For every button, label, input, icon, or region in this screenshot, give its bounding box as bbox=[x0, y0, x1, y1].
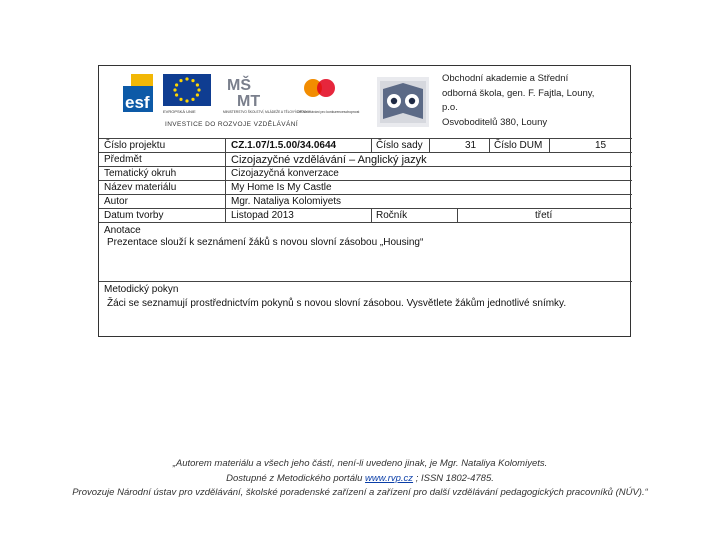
value: CZ.1.07/1.5.00/34.0644 bbox=[231, 140, 337, 151]
sponsor-logos bbox=[121, 72, 360, 114]
row-predmet bbox=[99, 152, 632, 166]
school-logo bbox=[377, 77, 429, 127]
metodicky-pokyn-title: Metodický pokyn bbox=[104, 284, 179, 295]
row-autor bbox=[99, 194, 632, 208]
row-datum-tvorby bbox=[99, 208, 632, 222]
label: Předmět bbox=[104, 154, 142, 165]
label: Autor bbox=[104, 196, 128, 207]
school-line: p.o. bbox=[442, 102, 458, 113]
svg-text:MT: MT bbox=[237, 93, 261, 110]
school-line: odborná škola, gen. F. Fajtla, Louny, bbox=[442, 87, 595, 99]
value: třetí bbox=[535, 210, 553, 221]
row-nazev-materialu bbox=[99, 180, 632, 194]
label: Číslo DUM bbox=[494, 140, 543, 151]
value: Cizojazyčná konverzace bbox=[231, 168, 339, 179]
msmt-logo bbox=[223, 75, 308, 114]
anotace-text: Prezentace slouží k seznámení žáků s novou slovní zásobou „Housing“ bbox=[107, 237, 424, 248]
row-cislo-projektu bbox=[99, 138, 632, 152]
label: Tematický okruh bbox=[104, 168, 177, 179]
school-line: Osvoboditelů 380, Louny bbox=[442, 116, 548, 128]
school-address bbox=[442, 72, 594, 130]
metodicky-pokyn-section bbox=[99, 281, 632, 338]
anotace-section bbox=[99, 222, 632, 282]
info-rows bbox=[99, 138, 632, 222]
school-line: Obchodní akademie a Střední bbox=[442, 73, 569, 84]
value: Listopad 2013 bbox=[231, 210, 294, 221]
row-tematicky-okruh bbox=[99, 166, 632, 180]
esf-text: esf bbox=[125, 93, 150, 112]
footer-text: ; ISSN 1802-4785. bbox=[413, 472, 494, 484]
value: Cizojazyčné vzdělávání – Anglický jazyk bbox=[231, 154, 427, 166]
label: Číslo sady bbox=[376, 140, 423, 151]
label: Číslo projektu bbox=[104, 140, 166, 151]
copyright-footer bbox=[0, 457, 720, 501]
op-text: OP Vzdělávání pro konkurenceschopnost bbox=[297, 110, 360, 114]
value: Mgr. Nataliya Kolomiyets bbox=[231, 196, 342, 207]
anotace-title: Anotace bbox=[104, 225, 141, 236]
header-table bbox=[98, 65, 631, 337]
footer-line bbox=[0, 472, 720, 487]
label: Ročník bbox=[376, 210, 408, 221]
label: Název materiálu bbox=[104, 182, 177, 193]
eu-text: EVROPSKÁ UNIE bbox=[163, 109, 196, 114]
eu-logo bbox=[163, 74, 211, 114]
logo-caption: INVESTICE DO ROZVOJE VZDĚLÁVÁNÍ bbox=[165, 121, 299, 128]
logo-block bbox=[99, 66, 377, 138]
value: 31 bbox=[465, 140, 477, 151]
esf-logo bbox=[121, 72, 155, 114]
label: Datum tvorby bbox=[104, 210, 164, 221]
footer-line: „Autorem materiálu a všech jeho částí, není-li uvedeno jinak, je Mgr. Nataliya Kolomiyets. bbox=[172, 458, 548, 469]
value: 15 bbox=[595, 140, 607, 151]
footer-text: Dostupné z Metodického portálu bbox=[226, 472, 366, 484]
msmt-text: MINISTERSTVO ŠKOLSTVÍ, MLÁDEŽE A TĚLOVÝCHOVY bbox=[223, 110, 308, 114]
svg-text:MŠ: MŠ bbox=[227, 77, 251, 94]
rvp-link[interactable]: www.rvp.cz bbox=[365, 472, 414, 484]
value: My Home Is My Castle bbox=[231, 182, 332, 193]
footer-line: Provozuje Národní ústav pro vzdělávání, školské poradenské zařízení a zařízení pro další vzdělávání pedagogických pracovníků (NÚV).“ bbox=[72, 487, 648, 498]
op-logo bbox=[297, 76, 359, 114]
metodicky-pokyn-text: Žáci se seznamují prostřednictvím pokynů s novou slovní zásobou. Vysvětlete žákům jednotlivé snímky. bbox=[107, 298, 567, 309]
